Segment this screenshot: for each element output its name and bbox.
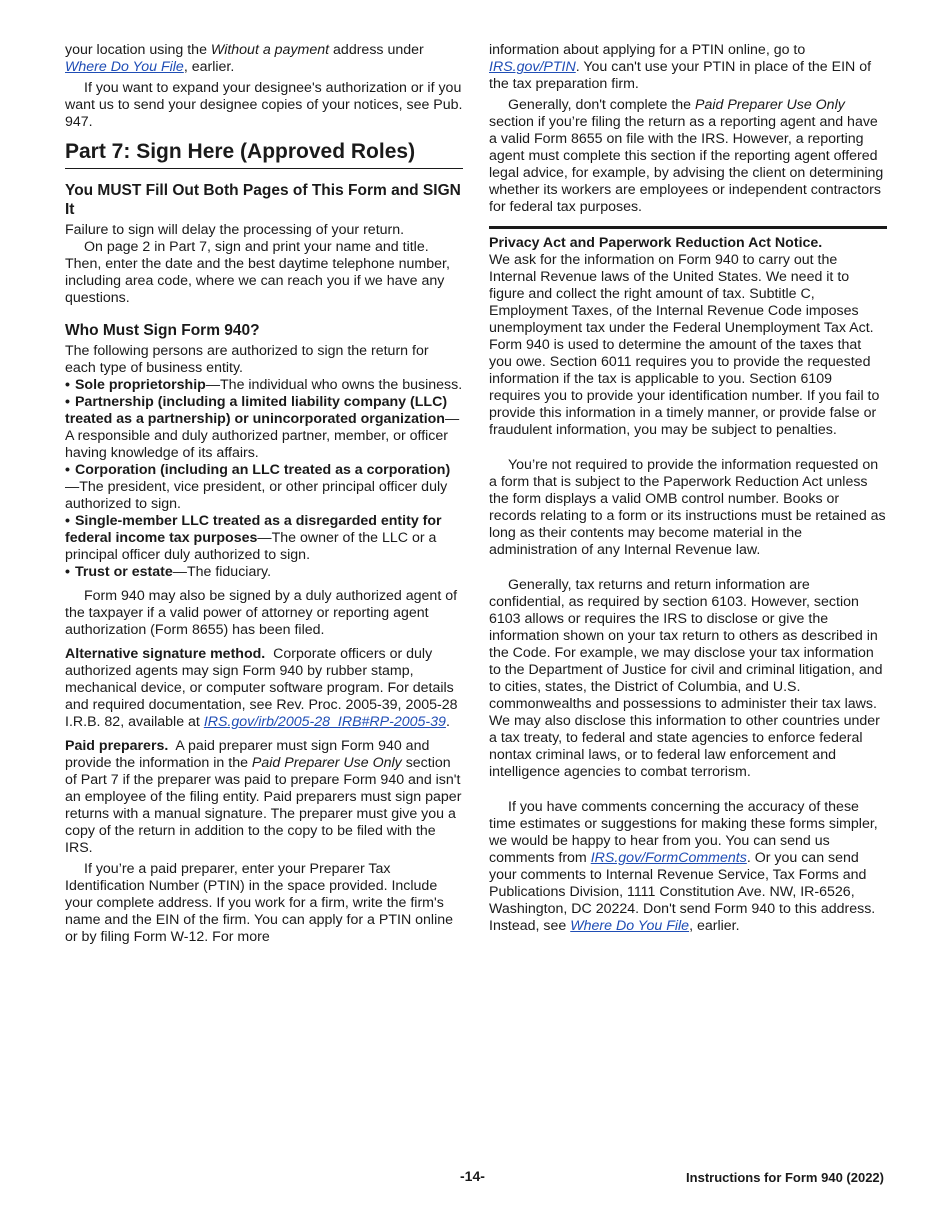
bullet-icon: • [65,513,70,529]
who-must-sign-heading: Who Must Sign Form 940? [65,322,260,339]
rev-proc-link[interactable]: IRS.gov/irb/2005-28_IRB#RP-2005-39 [203,714,446,730]
paragraph-sign-instructions: On page 2 in Part 7, sign and print your name and title. Then, enter the date and the best daytime telephone number, including area code, where we can reach you if we have any questions. [65,239,450,306]
page-number: -14- [460,1168,485,1184]
paragraph-confidentiality: Generally, tax returns and return information are confidential, as required by section 6103. However, section 6103 allows or requires the IRS to disclose or give the information shown on your tax return to others as described in the Code. For example, we may disclose your tax information to the Department of Justice for civil and criminal litigation, and to cities, states, the District of Columbia, and U.S. commonwealths and possessions to administer their tax laws. We may also disclose this information to other countries under a tax treaty, to federal and state agencies to enforce federal nontax criminal laws, or to federal law enforcement and intelligence agencies to combat terrorism. [489,577,883,780]
list-item: • Single-member LLC treated as a disregarded entity for federal income tax purposes—The owner of the LLC or a principal officer duly authorized to sign. [65,513,442,563]
right-column [489,42,887,935]
paragraph-authorized-persons: The following persons are authorized to sign the return for each type of business entity. [65,343,429,376]
list-item: • Partnership (including a limited liability company (LLC) treated as a partnership) or unincorporated organization—A responsible and duly authorized partner, member, or officer having knowledge of its affairs. [65,394,460,461]
entity-bullet-list [65,377,463,581]
paragraph-omb-control: You’re not required to provide the information requested on a form that is subject to the Paperwork Reduction Act unless the form displays a valid OMB control number. Books or records relating to a form or its instructions must be retained as long as their contents may become material in the administration of any Internal Revenue law. [489,457,886,558]
privacy-section [489,226,887,439]
paragraph-comments: If you have comments concerning the accuracy of these time estimates or suggestions for making these forms simpler, we would be happy to hear from you. You can send us comments from IRS.gov/FormComments. Or you can send your comments to Internal Revenue Service, Tax Forms and Publications Division, 1111 Constitution Ave. NW, IR-6526, Washington, DC 20224. Don't send Form 940 to this address. Instead, see Where Do You File, earlier. [489,799,878,934]
document-title: Instructions for Form 940 (2022) [686,1170,884,1185]
paragraph-failure-to-sign: Failure to sign will delay the processing of your return. [65,222,405,238]
bullet-icon: • [65,462,70,478]
privacy-act-heading: Privacy Act and Paperwork Reduction Act Notice. [489,235,823,251]
bullet-icon: • [65,394,70,410]
left-column [65,42,463,946]
list-item: • Trust or estate—The fiduciary. [65,564,272,580]
paragraph-paid-preparers: Paid preparers. A paid preparer must sign Form 940 and provide the information in the Paid Preparer Use Only section of Part 7 if the preparer was paid to prepare Form 940 and isn't an employee of the filing entity. Paid preparers must sign paper returns with a manual signature. The preparer must give you a copy of the return in addition to the copy to be filed with the IRS. [65,738,462,856]
paragraph-reporting-agent: Generally, don't complete the Paid Preparer Use Only section if you’re filing the return as a reporting agent and have a valid Form 8655 on file with the IRS. However, a reporting agent must complete this section if the reporting agent offered legal advice, for example, by advising the client on determining whether its workers are employees or independent contractors for federal tax purposes. [489,97,884,215]
bullet-icon: • [65,377,70,393]
paragraph-ptin-online: information about applying for a PTIN online, go to IRS.gov/PTIN. You can't use your PTIN in place of the EIN of the tax preparation firm. [489,42,872,92]
privacy-act-paragraph: Privacy Act and Paperwork Reduction Act Notice. We ask for the information on Form 940 to carry out the Internal Revenue laws of the United States. We need it to figure and collect the right amount of tax. Subtitle C, Employment Taxes, of the Internal Revenue Code imposes unemployment tax under the Federal Unemployment Tax Act. Form 940 is used to determine the amount of the taxes that you owe. Section 6011 requires you to provide the requested information if the tax is applicable to you. Section 6109 requires you to provide your identification number. If you fail to provide this information in a timely manner, or provide false or fraudulent information, you may be subject to penalties. [489,235,880,438]
list-item: • Sole proprietorship—The individual who owns the business. [65,377,463,393]
where-do-you-file-link[interactable]: Where Do You File [570,918,690,934]
part-7-heading: Part 7: Sign Here (Approved Roles) [65,139,463,169]
bullet-icon: • [65,564,70,580]
must-sign-heading: You MUST Fill Out Both Pages of This Form and SIGN It [65,182,461,218]
paragraph-ptin: If you’re a paid preparer, enter your Preparer Tax Identification Number (PTIN) in the space provided. Include your complete address. If you work for a firm, write the firm's name and the EIN of the firm. You can apply for a PTIN online or by filing Form W-12. For more [65,861,454,945]
list-item: • Corporation (including an LLC treated as a corporation)—The president, vice president, or other principal officer duly authorized to sign. [65,462,451,512]
paragraph-alternative-signature: Alternative signature method. Corporate officers or duly authorized agents may sign Form 940 by rubber stamp, mechanical device, or computer software program. For details and required documentation, see Rev. Proc. 2005-39, 2005-28 I.R.B. 82, available at IRS.gov/irb/2005-28_IRB#RP-2005-39. [65,646,458,730]
paragraph-designee-location: your location using the Without a payment address under Where Do You File, earlier. [65,42,424,75]
where-do-you-file-link[interactable]: Where Do You File [65,59,184,75]
paragraph-expand-authorization: If you want to expand your designee's authorization or if you want us to send your designee copies of your notices, see Pub. 947. [65,80,463,130]
irs-ptin-link[interactable]: IRS.gov/PTIN [489,59,576,75]
paragraph-duly-authorized-agent: Form 940 may also be signed by a duly authorized agent of the taxpayer if a valid power of attorney or reporting agent authorization (Form 8655) has been filed. [65,588,458,638]
form-comments-link[interactable]: IRS.gov/FormComments [590,850,747,866]
